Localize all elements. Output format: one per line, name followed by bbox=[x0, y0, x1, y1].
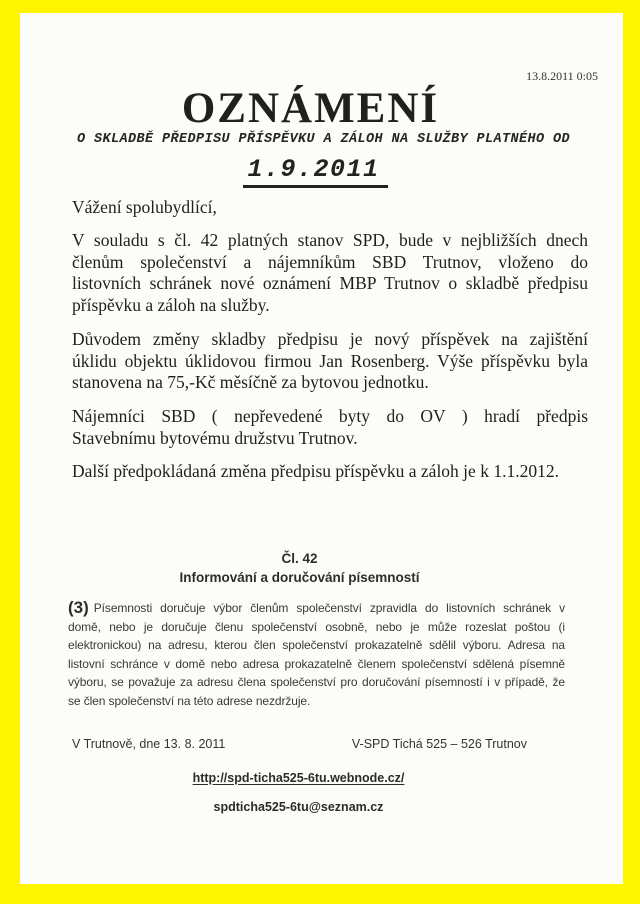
effective-date: 1.9.2011 bbox=[243, 156, 387, 188]
text-line: členům společenství a nájemníkům SBD Trutnov, vloženo do bbox=[72, 251, 588, 272]
article-number: Čl. 42 bbox=[281, 551, 318, 567]
website-row bbox=[0, 769, 600, 787]
email-address: spdticha525-6tu@seznam.cz bbox=[213, 800, 384, 815]
text-line: Stavebnímu bytovému družstvu Trutnov. bbox=[72, 427, 358, 448]
footer-row bbox=[20, 736, 623, 753]
text-line: Důvodem změny skladby předpisu je nový příspěvek na zajištění bbox=[72, 328, 588, 349]
text-line: elektronickou) na adresu, kterou člen společenství prokazatelně sdělil výboru. Adresa na bbox=[68, 638, 565, 653]
page-title: OZNÁMENÍ bbox=[181, 85, 440, 132]
subtitle: O SKLADBĚ PŘEDPISU PŘÍSPĚVKU A ZÁLOH NA SLUŽBY PLATNÉHO OD bbox=[76, 132, 571, 147]
clause-first-line: Písemnosti doručuje výbor členům společenství zpravidla do listovních schránek v bbox=[93, 601, 565, 616]
paragraph-reason bbox=[72, 329, 588, 394]
text-line: stanovena na 75,-Kč měsíčně za bytovou jednotku. bbox=[72, 372, 429, 393]
effective-date-row bbox=[14, 156, 617, 188]
email-row bbox=[0, 798, 600, 816]
paragraph-tenants bbox=[72, 406, 588, 449]
greeting: Vážení spolubydlící, bbox=[72, 197, 217, 217]
text-line: V souladu s čl. 42 platných stanov SPD, bude v nejbližších dnech bbox=[72, 230, 588, 250]
clause-number: (3) bbox=[68, 598, 89, 618]
place-and-date: V Trutnově, dne 13. 8. 2011 bbox=[72, 737, 226, 752]
print-timestamp: 13.8.2011 0:05 bbox=[526, 69, 598, 83]
text-line: Nájemníci SBD ( nepřevedené byty do OV ) hradí předpis bbox=[72, 405, 588, 426]
text-line: příspěvku a záloh na služby. bbox=[72, 295, 270, 316]
text-line: Další předpokládaná změna předpisu příspěvku a záloh je k 1.1.2012. bbox=[72, 461, 559, 482]
website-url: http://spd-ticha525-6tu.webnode.cz/ bbox=[192, 771, 405, 786]
document-page bbox=[20, 13, 623, 884]
paragraph-next-change bbox=[72, 461, 588, 483]
clause-body bbox=[68, 618, 565, 711]
article-title: Informování a doručování písemností bbox=[179, 570, 420, 586]
article-heading bbox=[0, 549, 601, 587]
article-clause-3 bbox=[20, 598, 565, 710]
text-line bbox=[68, 598, 565, 618]
text-line: listovní schránce v domě nebo adresa prokazatelně členem společenství sdělená písemně bbox=[68, 656, 565, 671]
text-line: listovních schránek nové oznámení MBP Trutnov o skladbě předpisu bbox=[72, 273, 588, 294]
text-line: se člen společenství na této adrese nezdržuje. bbox=[68, 693, 311, 708]
text-line: úklidu objektu úklidovou firmou Jan Rosenberg. Výše příspěvku byla bbox=[72, 350, 588, 371]
issuer-signature: V-SPD Tichá 525 – 526 Trutnov bbox=[351, 737, 527, 752]
paragraph-intro bbox=[72, 230, 588, 317]
text-line: domě, nebo je doručuje členu společenství osobně, nebo je může rozeslat poštou (i bbox=[68, 619, 565, 634]
letter-body bbox=[20, 196, 623, 483]
text-line: výboru, se považuje za adresu člena společenství pro doručování písemností i v případě, že bbox=[68, 675, 565, 690]
